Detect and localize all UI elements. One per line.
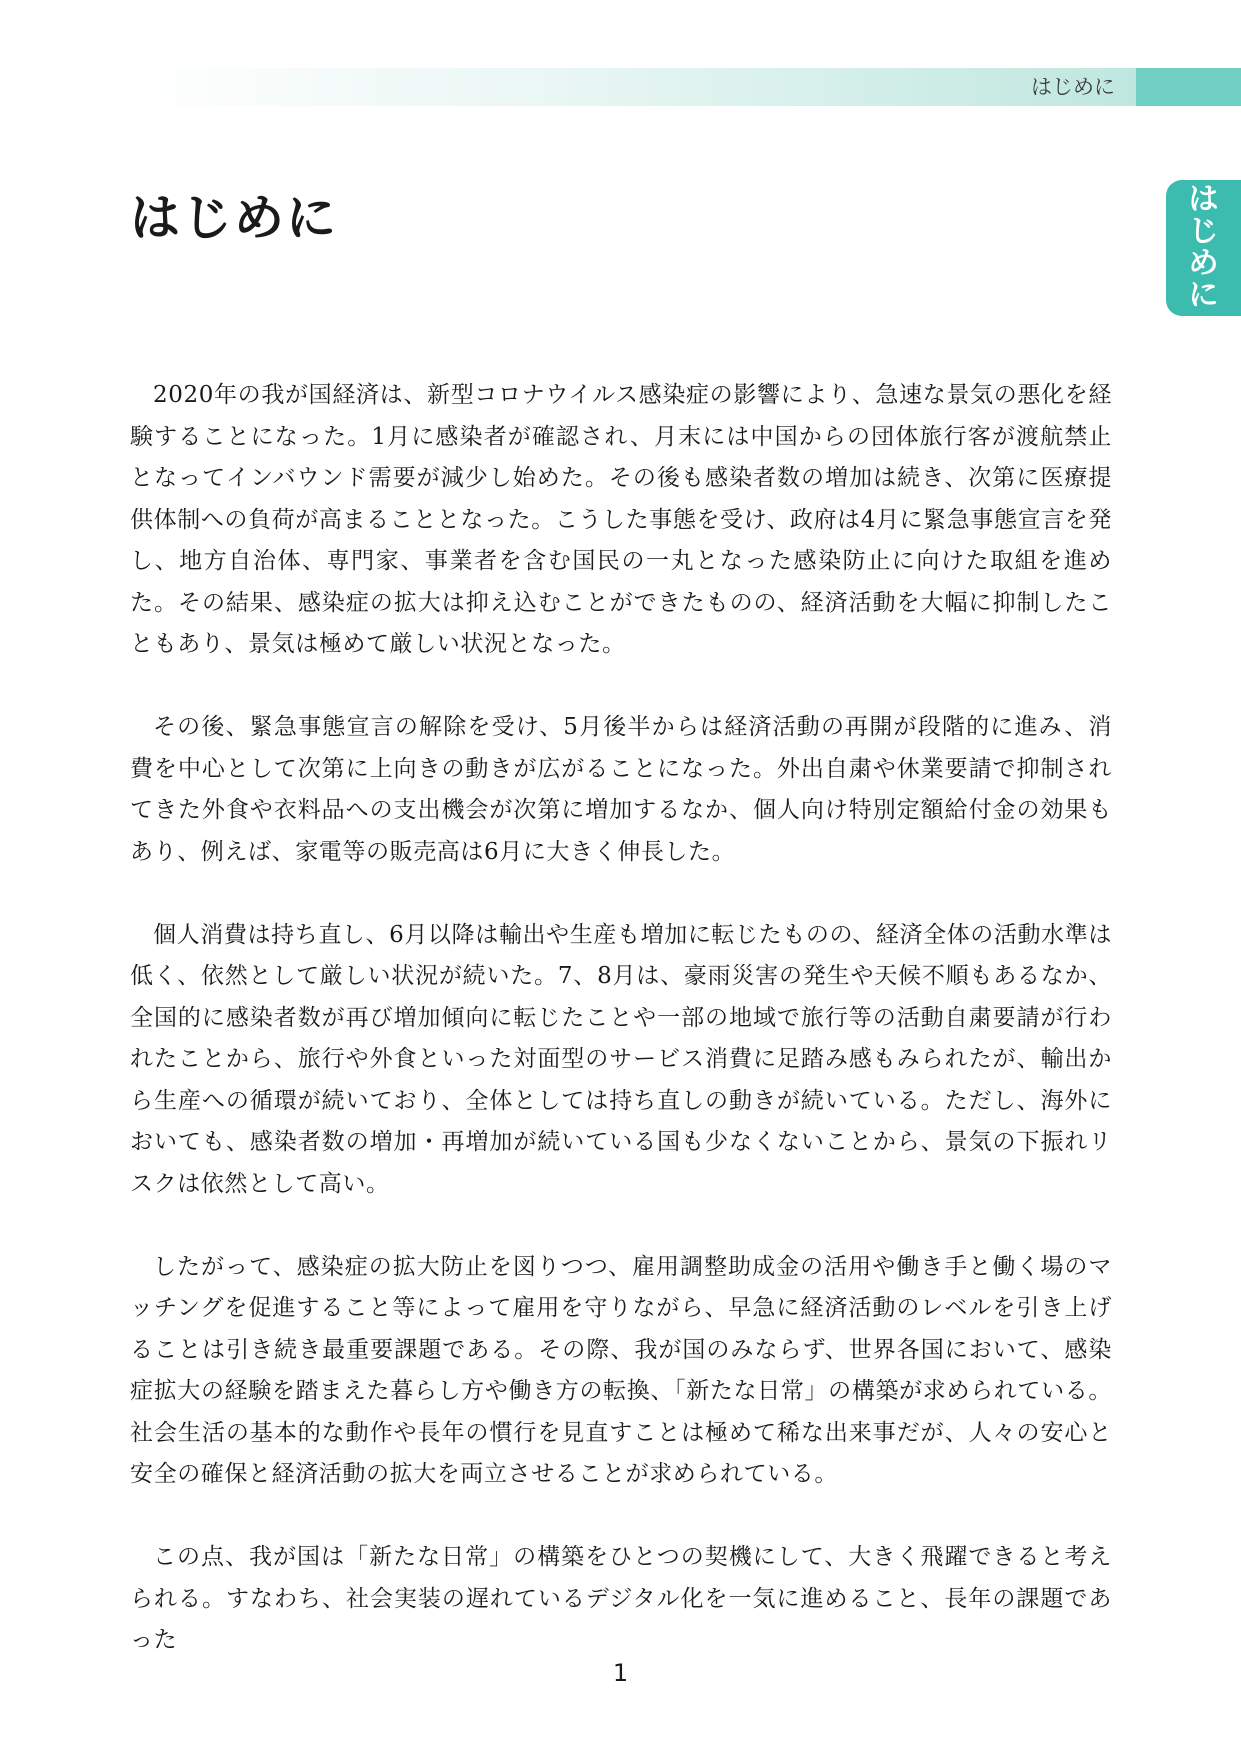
chapter-side-tab (1166, 180, 1241, 316)
side-tab-char: じ (1188, 214, 1219, 249)
header-band (130, 68, 1136, 106)
paragraph: したがって、感染症の拡大防止を図りつつ、雇用調整助成金の活用や働き手と働く場のマッチングを促進すること等によって雇用を守りながら、早急に経済活動のレベルを引き上げることは引き続き最重要課題である。その際、我が国のみならず、世界各国において、感染症拡大の経験を踏まえた暮らし方や働き方の転換、「新たな日常」の構築が求められている。社会生活の基本的な動作や長年の慣行を見直すことは極めて稀な出来事だが、人々の安心と安全の確保と経済活動の拡大を両立させることが求められている。 (130, 1253, 1112, 1487)
side-tab-char: め (1188, 246, 1219, 281)
paragraph: その後、緊急事態宣言の解除を受け、5月後半からは経済活動の再開が段階的に進み、消費を中心として次第に上向きの動きが広がることになった。外出自粛や休業要請で抑制されてきた外食や衣料品への支出機会が次第に増加するなか、個人向け特別定額給付金の効果もあり、例えば、家電等の販売高は6月に大きく伸長した。 (130, 714, 1112, 865)
paragraph: 2020年の我が国経済は、新型コロナウイルス感染症の影響により、急速な景気の悪化を経験することになった。1月に感染者が確認され、月末には中国からの団体旅行客が渡航禁止となってインバウンド需要が減少し始めた。その後も感染者数の増加は続き、次第に医療提供体制への負荷が高まることとなった。こうした事態を受け、政府は4月に緊急事態宣言を発し、地方自治体、専門家、事業者を含む国民の一丸となった感染防止に向けた取組を進めた。その結果、感染症の拡大は抑え込むことができたものの、経済活動を大幅に抑制したこともあり、景気は極めて厳しい状況となった。 (130, 382, 1112, 657)
header-accent-tab (1136, 68, 1241, 106)
page-title: はじめに (130, 189, 338, 247)
paragraph: この点、我が国は「新たな日常」の構築をひとつの契機にして、大きく飛躍できると考えられる。すなわち、社会実装の遅れているデジタル化を一気に進めること、長年の課題であった (130, 1544, 1112, 1653)
page-number: 1 (612, 1659, 629, 1687)
side-tab-char: に (1188, 278, 1219, 313)
side-tab-char: は (1188, 182, 1219, 217)
body-text (130, 375, 1112, 1703)
paragraph: 個人消費は持ち直し、6月以降は輸出や生産も増加に転じたものの、経済全体の活動水準は低く、依然として厳しい状況が続いた。7、8月は、豪雨災害の発生や天候不順もあるなか、全国的に感染者数が再び増加傾向に転じたことや一部の地域で旅行等の活動自粛要請が行われたことから、旅行や外食といった対面型のサービス消費に足踏み感もみられたが、輸出から生産への循環が続いており、全体としては持ち直しの動きが続いている。ただし、海外においても、感染者数の増加・再増加が続いている国も少なくないことから、景気の下振れリスクは依然として高い。 (130, 921, 1112, 1197)
running-header-title: はじめに (1031, 75, 1115, 99)
